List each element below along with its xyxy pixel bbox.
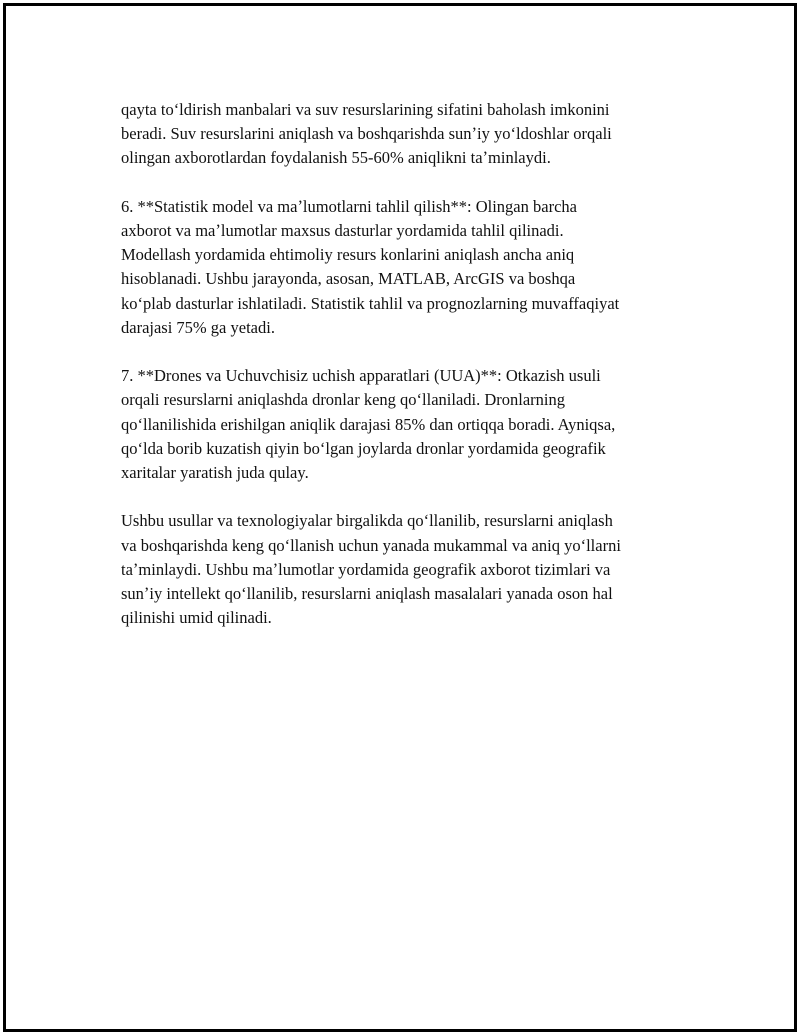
text-line: qilinishi umid qilinadi. [121,608,272,628]
paragraph-water-resources [121,98,721,171]
text-line: 7. **Drones va Uchuvchisiz uchish apparatlari (UUA)**: Otkazish usuli [121,366,601,386]
text-line: Ushbu usullar va texnologiyalar birgalikda qoʻllanilib, resurslarni aniqlash [121,511,613,531]
text-line: 6. **Statistik model va maʼlumotlarni tahlil qilish**: Olingan barcha [121,196,577,216]
text-line: beradi. Suv resurslarini aniqlash va boshqarishda sunʼiy yoʻldoshlar orqali [121,124,612,144]
text-line: orqali resurslarni aniqlashda dronlar keng qoʻllaniladi. Dronlarning [121,390,565,410]
text-line: axborot va maʼlumotlar maxsus dasturlar yordamida tahlil qilinadi. [121,221,564,240]
paragraph-drones [121,364,721,485]
text-line: xaritalar yaratish juda qulay. [121,463,309,483]
text-line: olingan axborotlardan foydalanish 55-60% aniqlikni taʼminlaydi. [121,148,551,168]
text-line: Modellash yordamida ehtimoliy resurs konlarini aniqlash ancha aniq [121,245,575,265]
text-line: darajasi 75% ga yetadi. [121,317,275,337]
text-line: qayta toʻldirish manbalari va suv resurslarining sifatini baholash imkonini [121,100,610,119]
text-line: taʼminlaydi. Ushbu maʼlumotlar yordamida geografik axborot tizimlari va [121,559,611,579]
paragraph-statistical-model [121,195,721,340]
text-line: hisoblanadi. Ushbu jarayonda, asosan, MATLAB, ArcGIS va boshqa [121,269,576,289]
text-line: qoʻllanilishida erishilgan aniqlik darajasi 85% dan ortiqqa boradi. Ayniqsa, [121,414,616,434]
page-frame [3,3,797,1032]
text-line: va boshqarishda keng qoʻllanish uchun yanada mukammal va aniq yoʻllarni [121,535,621,555]
text-line: qoʻlda borib kuzatish qiyin boʻlgan joylarda dronlar yordamida geografik [121,438,606,458]
paragraph-conclusion [121,509,721,630]
text-line: koʻplab dasturlar ishlatiladi. Statistik tahlil va prognozlarning muvaffaqiyat [121,293,620,313]
document-body [121,98,721,655]
text-line: sunʼiy intellekt qoʻllanilib, resurslarni aniqlash masalalari yanada oson hal [121,584,613,604]
